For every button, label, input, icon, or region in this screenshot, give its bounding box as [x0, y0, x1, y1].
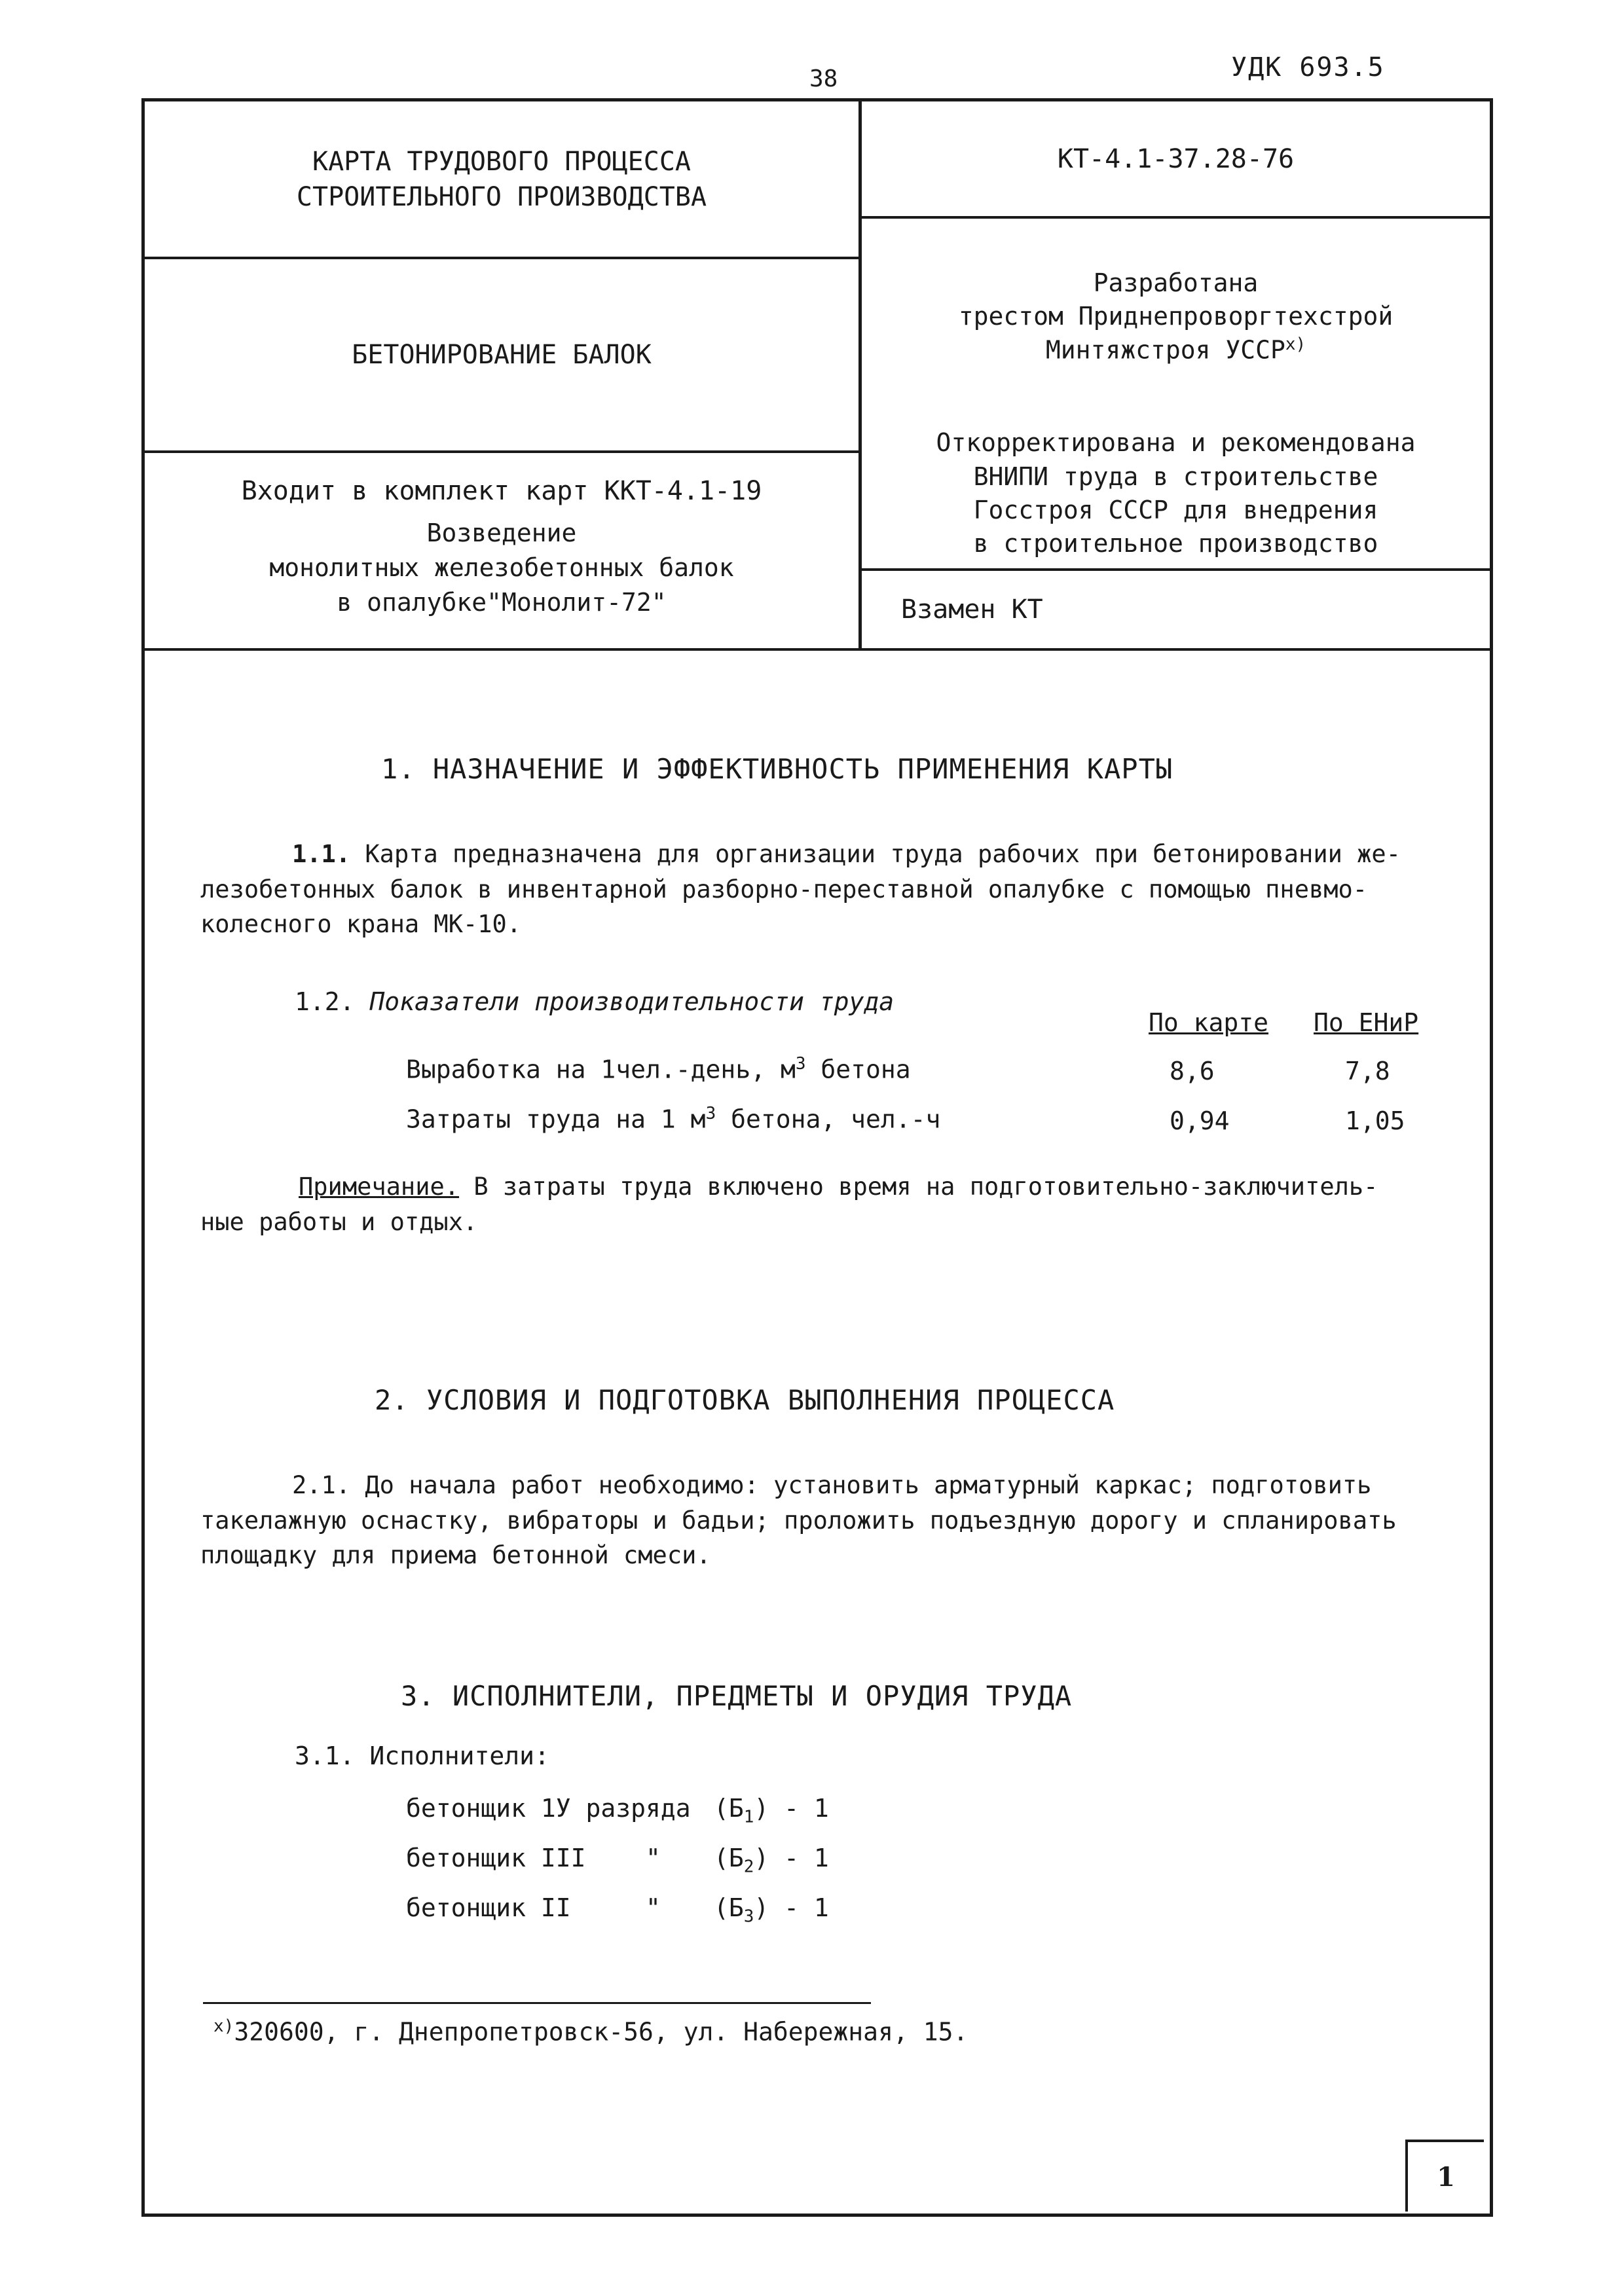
perf-row-output-enir: 7,8 [1345, 1057, 1390, 1085]
perf-row-output-label: Выработка на 1чел.-день, $м^3$ бетона [406, 1054, 911, 1084]
header-divider-right-2 [862, 568, 1493, 571]
corrected-line-1: Откорректирована и рекомендована [936, 428, 1416, 458]
page-number: 38 [809, 65, 838, 92]
work-name: БЕТОНИРОВАНИЕ БАЛОК [352, 340, 652, 370]
developed-footnote-mark: x) [1285, 335, 1306, 355]
worker-row: бетонщик III " $(Б_2) - 1$ [406, 1844, 829, 1877]
paragraph-3-1-title: 3.1. Исполнители: [295, 1741, 549, 1770]
paragraph-2-1: 2.1. До начала работ необходимо: установить арматурный каркас; подготовить такелажную оснастку, вибраторы и бадьи; проложить подъездную дорогу и спланировать площадку для приема бетонной смеси. [200, 1471, 1397, 1570]
perf-row-labor-label: Затраты труда на 1 $м^3$ бетона, чел.-ч [406, 1104, 941, 1134]
udk-code: УДК 693.5 [1231, 52, 1385, 82]
sheet-number: 1 [1437, 2161, 1455, 2193]
kit-line-1: Входит в комплект карт ККТ-4.1-19 [241, 476, 762, 506]
perf-row-output-card: 8,6 [1170, 1057, 1215, 1085]
paragraph-1-1: 1.1. Карта предназначена для организации труда рабочих при бетонировании же- лезобетонных балок в инвентарной разборно-переставной опалубке с помощью пневмо- колесного крана МК-10. [200, 840, 1401, 939]
section-2-title: 2. УСЛОВИЯ И ПОДГОТОВКА ВЫПОЛНЕНИЯ ПРОЦЕССА [375, 1384, 1115, 1416]
column-header-enir: По ЕНиР [1314, 1008, 1419, 1037]
corrected-cell [862, 419, 1490, 568]
card-title-cell [145, 101, 858, 257]
developed-line-2: трестом Приднепроворгтехстрой [958, 302, 1393, 331]
kit-line-2: Возведение [426, 519, 577, 547]
footnote [213, 2016, 968, 2047]
card-code-cell [862, 101, 1490, 216]
worker-row: бетонщик II " $(Б_3) - 1$ [406, 1893, 829, 1927]
header-divider-left-2 [141, 450, 862, 453]
header-bottom-line [141, 648, 1493, 651]
corrected-line-4: в строительное производство [973, 529, 1378, 558]
kit-line-3: монолитных железобетонных балок [269, 553, 734, 583]
footnote-separator [203, 2002, 871, 2004]
developed-line-1: Разработана [1093, 268, 1259, 297]
note-paragraph: Примечание. В затраты труда включено время на подготовительно-заключитель- ные работы и отдых. [200, 1173, 1378, 1236]
developed-cell [862, 219, 1490, 415]
column-header-card: По карте [1149, 1008, 1269, 1037]
worker-row: бетонщик 1У разряда $(Б_1) - 1$ [406, 1794, 829, 1827]
footnote-text: 320600, г. Днепропетровск-56, ул. Набережная, 15. [234, 2017, 969, 2047]
perf-row-labor-enir: 1,05 [1345, 1106, 1405, 1135]
corrected-line-2: ВНИПИ труда в строительстве [973, 462, 1378, 491]
section-1-title: 1. НАЗНАЧЕНИЕ И ЭФФЕКТИВНОСТЬ ПРИМЕНЕНИЯ КАРТЫ [381, 753, 1173, 785]
footnote-mark: x) [213, 2016, 234, 2036]
kit-line-4: в опалубке"Монолит-72" [337, 588, 667, 617]
developed-line-3: Минтяжстроя УССР$^{x)}$ [1045, 335, 1306, 365]
card-title-line-1: КАРТА ТРУДОВОГО ПРОЦЕССА [312, 146, 691, 177]
card-title-line-2: СТРОИТЕЛЬНОГО ПРОИЗВОДСТВА [296, 181, 707, 212]
corrected-line-3: Госстроя СССР для внедрения [973, 496, 1378, 524]
kit-cell [145, 473, 858, 648]
card-code: КТ-4.1-37.28-76 [1057, 143, 1295, 174]
p11-number: 1.1. [292, 840, 351, 868]
replaces-label: Взамен КТ [901, 594, 1043, 625]
sheet-number-box [1405, 2140, 1484, 2212]
perf-row-labor-card: 0,94 [1170, 1106, 1230, 1135]
note-label: Примечание. [299, 1173, 460, 1201]
section-3-title: 3. ИСПОЛНИТЕЛИ, ПРЕДМЕТЫ И ОРУДИЯ ТРУДА [401, 1680, 1073, 1712]
work-name-cell [145, 259, 858, 450]
paragraph-1-2-title: 1.2. Показатели производительности труда [295, 987, 895, 1016]
